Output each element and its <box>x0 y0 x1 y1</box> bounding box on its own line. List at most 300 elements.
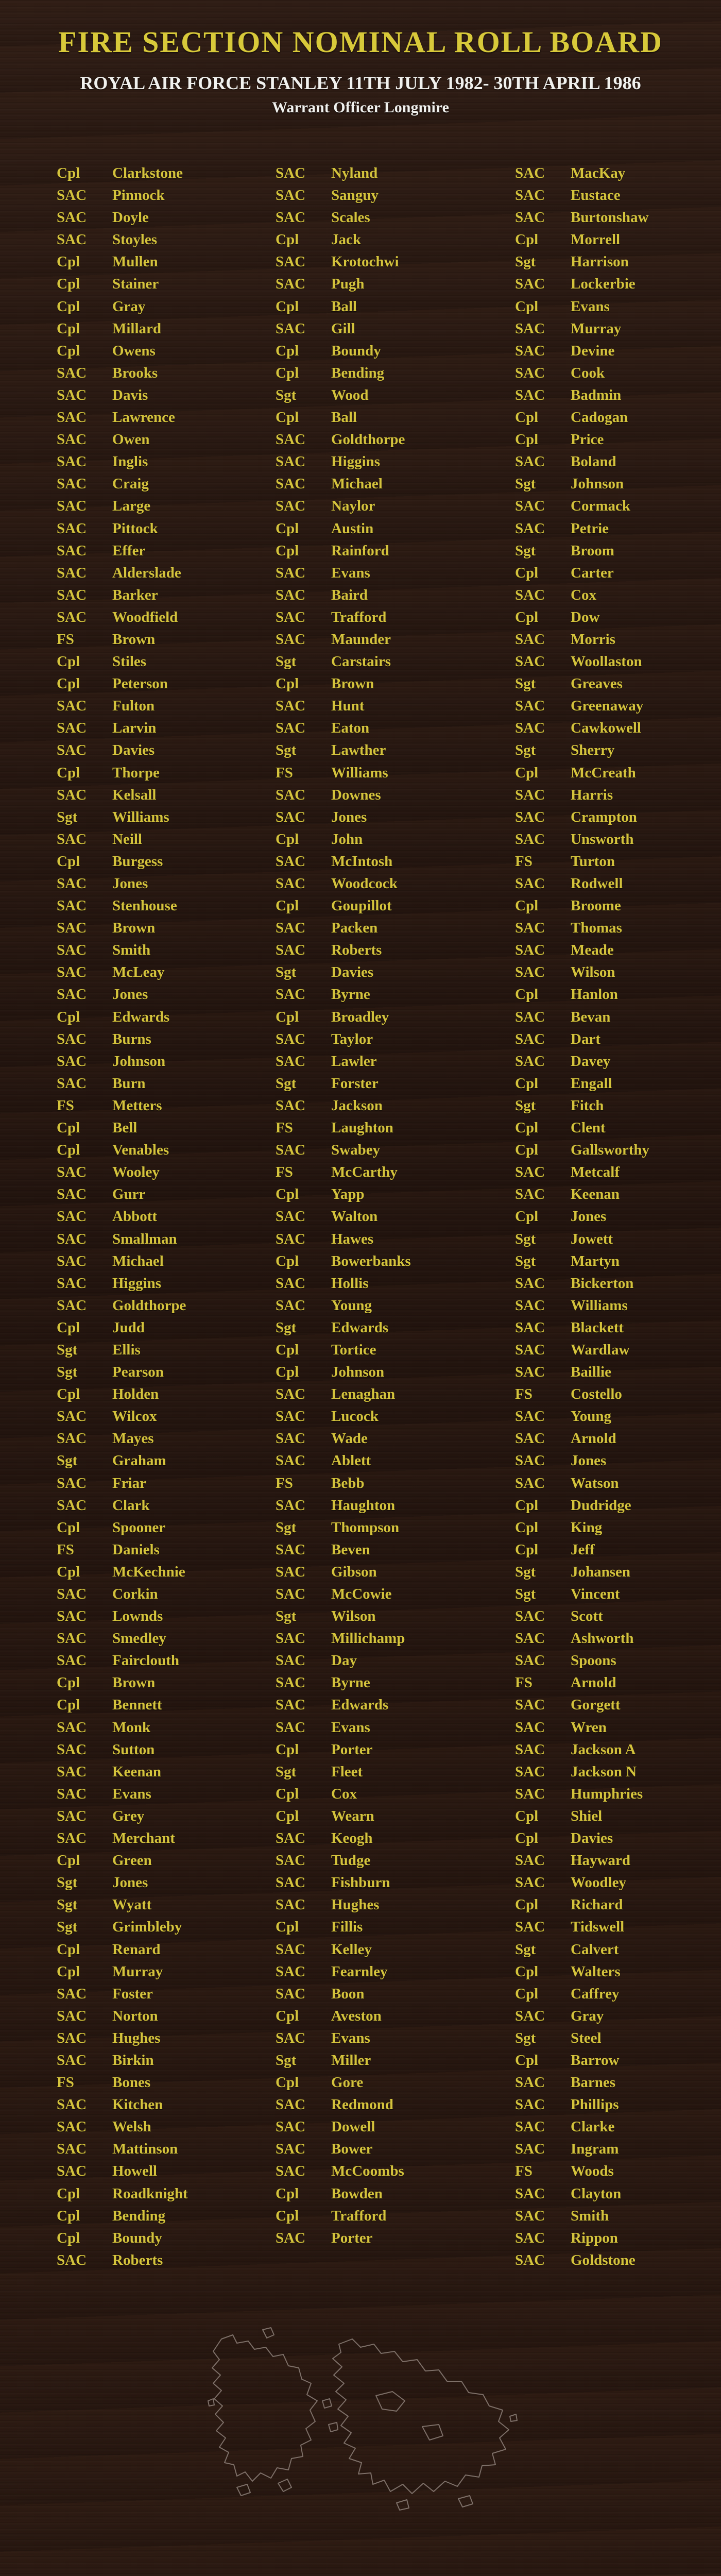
rank: SAC <box>57 364 87 381</box>
surname: Barrow <box>571 2052 620 2069</box>
surname: Kitchen <box>112 2096 163 2113</box>
surname: Smallman <box>112 1230 177 1247</box>
roll-entry <box>57 2249 188 2272</box>
rank: SAC <box>515 2185 545 2202</box>
roll-entry <box>515 1317 649 1339</box>
rank: Cpl <box>276 1252 299 1269</box>
roll-entry <box>57 1961 188 1983</box>
roll-entry <box>57 562 188 584</box>
roll-entry <box>276 184 411 207</box>
roll-entry <box>515 1073 649 1095</box>
surname: Hunt <box>331 698 365 715</box>
surname: Mattinson <box>112 2141 178 2158</box>
rank: Cpl <box>57 320 80 337</box>
roll-entry <box>515 1428 649 1450</box>
roll-entry <box>276 1628 411 1650</box>
surname: Mullen <box>112 253 158 270</box>
roll-entry <box>515 2160 649 2182</box>
roll-entry <box>57 695 188 717</box>
rank: SAC <box>515 1008 545 1025</box>
rank: Cpl <box>57 253 80 270</box>
roll-entry <box>57 1517 188 1539</box>
rank: SAC <box>57 453 87 470</box>
surname: Wilcox <box>112 1408 157 1425</box>
rank: SAC <box>57 409 87 426</box>
surname: Bones <box>112 2074 151 2091</box>
surname: Murray <box>112 1963 163 1980</box>
rank: Cpl <box>515 764 539 781</box>
roll-entry <box>276 762 411 784</box>
rank: SAC <box>57 1630 87 1647</box>
surname: Effer <box>112 542 146 559</box>
roll-entry <box>57 673 188 695</box>
roll-entry <box>57 1694 188 1716</box>
rank: SAC <box>515 276 545 293</box>
rank: SAC <box>57 231 87 248</box>
rank: Cpl <box>57 2229 80 2246</box>
roll-entry <box>57 717 188 739</box>
rank: SAC <box>57 1186 87 1203</box>
rank: SAC <box>276 586 306 603</box>
surname: Ablett <box>331 1452 371 1469</box>
rank: SAC <box>57 586 87 603</box>
surname: Pugh <box>331 276 365 293</box>
surname: Haughton <box>331 1497 396 1514</box>
rank: SAC <box>515 209 545 226</box>
roll-entry <box>515 518 649 540</box>
surname: Williams <box>112 808 169 825</box>
surname: Abbott <box>112 1208 158 1225</box>
roll-entry <box>515 673 649 695</box>
roll-entry <box>515 251 649 273</box>
surname: John <box>331 831 363 848</box>
roll-entry <box>57 1805 188 1827</box>
surname: Woodcock <box>331 875 398 892</box>
rank: Cpl <box>515 1142 539 1159</box>
surname: Davies <box>571 1830 613 1847</box>
roll-entry <box>515 1339 649 1361</box>
roll-entry <box>57 629 188 651</box>
roll-entry <box>57 406 188 429</box>
roll-entry <box>276 984 411 1006</box>
roll-entry <box>57 739 188 761</box>
rank: Sgt <box>515 2029 536 2046</box>
surname: Shiel <box>571 1807 603 1824</box>
surname: Wyatt <box>112 1896 152 1913</box>
roll-entry <box>515 162 649 184</box>
surname: Turton <box>571 853 615 870</box>
roll-entry <box>57 1273 188 1295</box>
roll-entry <box>515 651 649 673</box>
rank: SAC <box>276 1563 306 1580</box>
surname: Pearson <box>112 1364 164 1381</box>
roll-entry <box>515 1805 649 1827</box>
surname: Cox <box>331 1785 357 1802</box>
surname: Calvert <box>571 1941 619 1958</box>
roll-entry <box>515 917 649 939</box>
rank: Cpl <box>276 2074 299 2091</box>
rank: SAC <box>515 364 545 381</box>
rank: SAC <box>57 608 87 625</box>
rank: Cpl <box>57 342 80 359</box>
roll-entry <box>515 473 649 495</box>
surname: Brown <box>112 920 156 937</box>
surname: Sanguy <box>331 187 379 204</box>
surname: Welsh <box>112 2119 151 2136</box>
rank: SAC <box>515 386 545 403</box>
roll-entry <box>276 2116 411 2138</box>
rank: SAC <box>276 1630 306 1647</box>
rank: SAC <box>276 2163 306 2180</box>
surname: MacKay <box>571 165 626 181</box>
roll-entry <box>515 1050 649 1073</box>
rank: Cpl <box>57 2207 80 2224</box>
surname: Forster <box>331 1075 379 1092</box>
rank: SAC <box>57 520 87 537</box>
surname: Murray <box>571 320 622 337</box>
board-subtitle: ROYAL AIR FORCE STANLEY 11TH JULY 1982- 30TH APRIL 1986 <box>80 73 641 93</box>
roll-entry <box>276 673 411 695</box>
surname: Bell <box>112 1120 138 1137</box>
surname: Venables <box>112 1142 169 1159</box>
roll-entry <box>57 961 188 984</box>
rank: SAC <box>276 1208 306 1225</box>
roll-entry <box>57 1872 188 1894</box>
surname: Goldstone <box>571 2251 636 2268</box>
rank: SAC <box>276 1230 306 1247</box>
rank: SAC <box>276 1674 306 1691</box>
roll-entry <box>57 318 188 340</box>
roll-entry <box>515 340 649 362</box>
rank: SAC <box>57 1430 87 1447</box>
rank: SAC <box>276 1719 306 1736</box>
surname: Metters <box>112 1097 162 1114</box>
rank: SAC <box>276 1985 306 2002</box>
surname: Jackson N <box>571 1763 637 1780</box>
rank: SAC <box>276 631 306 648</box>
rank: SAC <box>515 2007 545 2024</box>
surname: Sherry <box>571 742 615 759</box>
roll-entry <box>515 273 649 295</box>
rank: SAC <box>515 808 545 825</box>
surname: Woods <box>571 2163 614 2180</box>
roll-entry <box>515 1495 649 1517</box>
surname: Boon <box>331 1985 365 2002</box>
surname: Evans <box>571 298 610 315</box>
roll-entry <box>57 1583 188 1605</box>
rank: SAC <box>276 498 306 515</box>
surname: Day <box>331 1652 357 1669</box>
roll-entry <box>57 1850 188 1872</box>
roll-entry <box>515 1761 649 1783</box>
roll-entry <box>276 1117 411 1139</box>
roll-entry <box>57 1050 188 1073</box>
surname: Kelley <box>331 1941 372 1958</box>
surname: Stiles <box>112 653 147 670</box>
rank: FS <box>57 2074 74 2091</box>
rank: SAC <box>276 2141 306 2158</box>
surname: Brooks <box>112 364 158 381</box>
rank: SAC <box>276 986 306 1003</box>
surname: Roadknight <box>112 2185 188 2202</box>
rank: SAC <box>515 720 545 737</box>
roll-entry <box>57 2072 188 2094</box>
rank: Sgt <box>276 742 297 759</box>
surname: Hughes <box>112 2029 161 2046</box>
rank: Cpl <box>57 1386 80 1403</box>
surname: Gore <box>331 2074 364 2091</box>
rank: Cpl <box>276 520 299 537</box>
roll-entry <box>515 695 649 717</box>
rank: Cpl <box>276 364 299 381</box>
rank: SAC <box>276 1652 306 1669</box>
roll-entry <box>515 1872 649 1894</box>
roll-entry <box>515 2205 649 2227</box>
surname: Greaves <box>571 675 623 692</box>
roll-entry <box>57 296 188 318</box>
rank: SAC <box>276 808 306 825</box>
surname: Carstairs <box>331 653 391 670</box>
rank: SAC <box>515 1697 545 1714</box>
roll-entry <box>515 429 649 451</box>
surname: Edwards <box>331 1697 389 1714</box>
rank: FS <box>515 1386 533 1403</box>
roll-entry <box>57 1761 188 1783</box>
surname: Swabey <box>331 1142 381 1159</box>
surname: Fillis <box>331 1919 363 1936</box>
rank: SAC <box>276 276 306 293</box>
surname: Clayton <box>571 2185 622 2202</box>
surname: Wilson <box>331 1608 376 1625</box>
surname: Price <box>571 431 604 448</box>
rank: Sgt <box>57 1364 78 1381</box>
surname: Peterson <box>112 675 168 692</box>
roll-entry <box>276 2072 411 2094</box>
rank: SAC <box>515 1719 545 1736</box>
rank: SAC <box>515 1630 545 1647</box>
surname: Grey <box>112 1807 145 1824</box>
rank: SAC <box>515 1919 545 1936</box>
rank: Cpl <box>57 853 80 870</box>
roll-entry <box>57 851 188 873</box>
surname: Thompson <box>331 1519 400 1536</box>
roll-entry <box>515 1273 649 1295</box>
roll-entry <box>515 2049 649 2072</box>
surname: Scales <box>331 209 370 226</box>
rank: Sgt <box>276 964 297 981</box>
roll-entry <box>57 1717 188 1739</box>
rank: Cpl <box>57 1941 80 1958</box>
roll-entry <box>276 828 411 851</box>
roll-entry <box>57 1139 188 1161</box>
surname: Pinnock <box>112 187 165 204</box>
rank: SAC <box>276 1452 306 1469</box>
surname: Keenan <box>571 1186 620 1203</box>
roll-entry <box>515 1139 649 1161</box>
surname: Keogh <box>331 1830 373 1847</box>
surname: Walters <box>571 1963 621 1980</box>
rank: SAC <box>276 920 306 937</box>
surname: Jowett <box>571 1230 613 1247</box>
rank: SAC <box>515 1297 545 1314</box>
rank: Sgt <box>276 2052 297 2069</box>
surname: Engall <box>571 1075 612 1092</box>
rank: Sgt <box>515 1586 536 1602</box>
roll-entry <box>57 1628 188 1650</box>
rank: SAC <box>515 1164 545 1181</box>
rank: SAC <box>515 1430 545 1447</box>
rank: Sgt <box>57 1896 78 1913</box>
surname: Woollaston <box>571 653 642 670</box>
surname: Barnes <box>571 2074 615 2091</box>
surname: Evans <box>331 2029 370 2046</box>
roll-entry <box>515 806 649 828</box>
surname: Daniels <box>112 1541 160 1558</box>
rank: SAC <box>276 942 306 959</box>
surname: Corkin <box>112 1586 158 1602</box>
roll-entry <box>57 429 188 451</box>
rank: SAC <box>276 209 306 226</box>
roll-entry <box>276 1472 411 1495</box>
surname: Fleet <box>331 1763 363 1780</box>
roll-entry <box>515 451 649 473</box>
roll-entry <box>515 1827 649 1850</box>
roll-entry <box>515 606 649 629</box>
surname: Humphries <box>571 1785 643 1802</box>
surname: Cormack <box>571 498 630 515</box>
roll-entry <box>515 1117 649 1139</box>
rank: Cpl <box>276 1741 299 1758</box>
surname: Rainford <box>331 542 389 559</box>
rank: Cpl <box>57 1563 80 1580</box>
surname: Morrell <box>571 231 621 248</box>
surname: Wilson <box>571 964 615 981</box>
rank: SAC <box>276 564 306 581</box>
surname: Alderslade <box>112 564 181 581</box>
rank: FS <box>276 1475 293 1492</box>
rank: SAC <box>515 653 545 670</box>
roll-entry <box>57 1295 188 1317</box>
rank: SAC <box>57 1252 87 1269</box>
rank: SAC <box>57 1652 87 1669</box>
rank: Cpl <box>276 675 299 692</box>
roll-entry <box>57 1250 188 1273</box>
roll-entry <box>515 1650 649 1672</box>
roll-entry <box>515 984 649 1006</box>
surname: McLeay <box>112 964 165 981</box>
roll-entry <box>57 2094 188 2116</box>
surname: Tidswell <box>571 1919 625 1936</box>
rank: SAC <box>515 631 545 648</box>
surname: Friar <box>112 1475 147 1492</box>
roll-entry <box>276 1694 411 1716</box>
surname: Owens <box>112 342 156 359</box>
surname: Arnold <box>571 1430 616 1447</box>
rank: FS <box>276 1120 293 1137</box>
rank: SAC <box>276 1430 306 1447</box>
rank: FS <box>57 1541 74 1558</box>
rank: Cpl <box>57 653 80 670</box>
roll-entry <box>276 495 411 517</box>
rank: SAC <box>515 1319 545 1336</box>
rank: FS <box>515 853 533 870</box>
roll-entry <box>57 1783 188 1805</box>
surname: Jones <box>571 1452 607 1469</box>
rank: Cpl <box>515 1541 539 1558</box>
rank: Cpl <box>57 1519 80 1536</box>
rank: SAC <box>57 1719 87 1736</box>
surname: Miller <box>331 2052 371 2069</box>
roll-entry <box>515 1605 649 1628</box>
roll-entry <box>57 1405 188 1428</box>
surname: Grimbleby <box>112 1919 182 1936</box>
surname: Birkin <box>112 2052 154 2069</box>
surname: Lawther <box>331 742 386 759</box>
roll-entry <box>515 184 649 207</box>
rank: SAC <box>57 386 87 403</box>
surname: Monk <box>112 1719 151 1736</box>
roll-entry <box>57 340 188 362</box>
surname: Lucock <box>331 1408 379 1425</box>
surname: Evans <box>112 1785 151 1802</box>
roll-entry <box>276 562 411 584</box>
rank: SAC <box>276 2119 306 2136</box>
rank: SAC <box>276 1941 306 1958</box>
roll-entry <box>57 895 188 917</box>
rank: SAC <box>276 1830 306 1847</box>
roll-entry <box>276 518 411 540</box>
surname: Brown <box>112 1674 156 1691</box>
surname: Howell <box>112 2163 157 2180</box>
rank: SAC <box>57 831 87 848</box>
surname: Hawes <box>331 1230 374 1247</box>
surname: Jeff <box>571 1541 595 1558</box>
roll-entry <box>515 784 649 806</box>
rank: Cpl <box>57 1697 80 1714</box>
surname: Taylor <box>331 1030 373 1047</box>
surname: Petrie <box>571 520 609 537</box>
surname: Bowerbanks <box>331 1252 411 1269</box>
surname: Spooner <box>112 1519 166 1536</box>
roll-entry <box>57 2116 188 2138</box>
surname: Johnson <box>571 476 624 493</box>
surname: Maunder <box>331 631 391 648</box>
surname: Devine <box>571 342 615 359</box>
rank: SAC <box>515 498 545 515</box>
surname: Martyn <box>571 1252 620 1269</box>
surname: Richard <box>571 1896 623 1913</box>
surname: Krotochwi <box>331 253 399 270</box>
surname: Green <box>112 1852 152 1869</box>
roll-entry <box>515 1694 649 1716</box>
rank: SAC <box>57 1586 87 1602</box>
rank: SAC <box>276 1297 306 1314</box>
roll-entry <box>276 2027 411 2049</box>
roll-entry <box>515 562 649 584</box>
surname: Millichamp <box>331 1630 405 1647</box>
surname: Bebb <box>331 1475 365 1492</box>
roll-entry <box>276 273 411 295</box>
roll-entry <box>276 895 411 917</box>
roll-entry <box>276 1961 411 1983</box>
surname: Young <box>331 1297 372 1314</box>
roll-entry <box>57 1428 188 1450</box>
roll-entry <box>515 939 649 961</box>
rank: Sgt <box>515 476 536 493</box>
surname: Wearn <box>331 1807 374 1824</box>
surname: Holden <box>112 1386 159 1403</box>
rank: Cpl <box>276 2185 299 2202</box>
